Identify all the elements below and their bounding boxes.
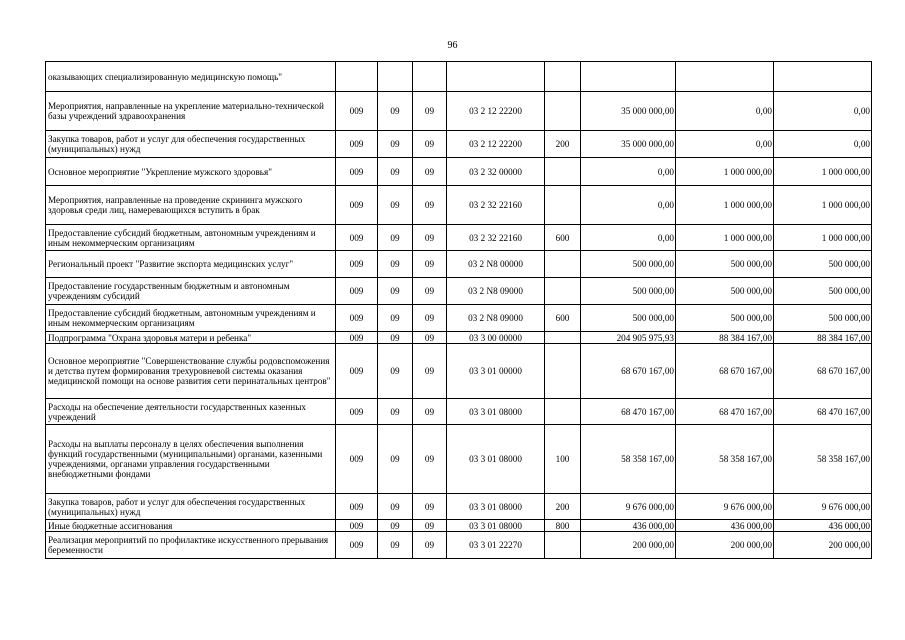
page-number: 96 — [447, 40, 458, 51]
cell-name: Основное мероприятие "Укрепление мужского здоровья" — [46, 158, 336, 186]
cell-subsection: 09 — [413, 494, 447, 520]
cell-sum3: 9 676 000,00 — [774, 494, 872, 520]
cell-sum1: 500 000,00 — [581, 305, 676, 332]
table-row — [46, 305, 872, 332]
cell-target: 03 2 N8 09000 — [447, 278, 545, 305]
cell-sum2: 0,00 — [676, 92, 774, 131]
cell-name: Реализация мероприятий по профилактике искусственного прерывания беременности — [46, 532, 336, 559]
cell-target: 03 2 12 22200 — [447, 92, 545, 131]
cell-target: 03 2 32 22160 — [447, 225, 545, 251]
cell-subsection: 09 — [413, 425, 447, 494]
cell-sum3: 68 470 167,00 — [774, 399, 872, 425]
table-row — [46, 92, 872, 131]
cell-sum2: 500 000,00 — [676, 278, 774, 305]
cell-sum1: 35 000 000,00 — [581, 131, 676, 158]
table-row — [46, 278, 872, 305]
cell-name: Региональный проект "Развитие экспорта медицинских услуг" — [46, 251, 336, 278]
cell-section: 09 — [378, 225, 413, 251]
table-row — [46, 520, 872, 532]
cell-subsection: 09 — [413, 344, 447, 399]
cell-sum3: 1 000 000,00 — [774, 186, 872, 225]
cell-section: 09 — [378, 425, 413, 494]
cell-sum1: 500 000,00 — [581, 251, 676, 278]
cell-target: 03 3 01 08000 — [447, 425, 545, 494]
cell-sum2: 1 000 000,00 — [676, 158, 774, 186]
cell-ministry: 009 — [336, 305, 378, 332]
cell-expense-type: 600 — [545, 225, 581, 251]
cell-section: 09 — [378, 494, 413, 520]
cell-sum2: 58 358 167,00 — [676, 425, 774, 494]
cell-target: 03 2 N8 00000 — [447, 251, 545, 278]
cell-name: Основное мероприятие "Совершенствование службы родовспоможения и детства путем формирования трехуровневой системы оказания медицинской помощи на основе развития сети перинатальных центров" — [46, 344, 336, 399]
cell-subsection: 09 — [413, 225, 447, 251]
cell-target: 03 3 01 08000 — [447, 520, 545, 532]
cell-ministry: 009 — [336, 520, 378, 532]
cell-sum1: 204 905 975,93 — [581, 332, 676, 344]
cell-expense-type: 600 — [545, 305, 581, 332]
cell-section: 09 — [378, 399, 413, 425]
table-row — [46, 332, 872, 344]
cell-sum1: 58 358 167,00 — [581, 425, 676, 494]
cell-ministry — [336, 62, 378, 92]
table-row — [46, 225, 872, 251]
cell-sum1: 9 676 000,00 — [581, 494, 676, 520]
cell-target: 03 2 12 22200 — [447, 131, 545, 158]
table-row — [46, 532, 872, 559]
cell-section: 09 — [378, 251, 413, 278]
cell-ministry: 009 — [336, 278, 378, 305]
cell-name: Расходы на обеспечение деятельности государственных казенных учреждений — [46, 399, 336, 425]
cell-expense-type — [545, 332, 581, 344]
cell-ministry: 009 — [336, 494, 378, 520]
cell-sum1: 436 000,00 — [581, 520, 676, 532]
cell-expense-type — [545, 278, 581, 305]
cell-section: 09 — [378, 344, 413, 399]
cell-expense-type: 100 — [545, 425, 581, 494]
cell-ministry: 009 — [336, 532, 378, 559]
cell-sum3: 0,00 — [774, 92, 872, 131]
cell-sum2: 436 000,00 — [676, 520, 774, 532]
cell-section: 09 — [378, 520, 413, 532]
cell-target: 03 2 32 22160 — [447, 186, 545, 225]
cell-subsection: 09 — [413, 251, 447, 278]
cell-target — [447, 62, 545, 92]
cell-expense-type: 200 — [545, 131, 581, 158]
cell-name: Расходы на выплаты персоналу в целях обеспечения выполнения функций государственными (муниципальными) органами, казенными учреждениями, органами управления государственными внебюджетными фондами — [46, 425, 336, 494]
cell-name: Предоставление государственным бюджетным и автономным учреждениям субсидий — [46, 278, 336, 305]
cell-section — [378, 62, 413, 92]
cell-subsection: 09 — [413, 399, 447, 425]
cell-expense-type — [545, 399, 581, 425]
cell-subsection: 09 — [413, 520, 447, 532]
cell-ministry: 009 — [336, 251, 378, 278]
cell-sum2: 88 384 167,00 — [676, 332, 774, 344]
cell-sum2: 500 000,00 — [676, 251, 774, 278]
cell-sum3: 436 000,00 — [774, 520, 872, 532]
cell-expense-type: 200 — [545, 494, 581, 520]
cell-ministry: 009 — [336, 131, 378, 158]
cell-section: 09 — [378, 186, 413, 225]
cell-expense-type — [545, 186, 581, 225]
cell-subsection: 09 — [413, 305, 447, 332]
cell-section: 09 — [378, 278, 413, 305]
cell-expense-type — [545, 158, 581, 186]
cell-name: Закупка товаров, работ и услуг для обеспечения государственных (муниципальных) нужд — [46, 131, 336, 158]
cell-subsection — [413, 62, 447, 92]
cell-target: 03 2 N8 09000 — [447, 305, 545, 332]
cell-sum3 — [774, 62, 872, 92]
cell-ministry: 009 — [336, 332, 378, 344]
cell-sum1 — [581, 62, 676, 92]
table-row — [46, 251, 872, 278]
cell-sum1: 0,00 — [581, 158, 676, 186]
table-row — [46, 425, 872, 494]
cell-sum2 — [676, 62, 774, 92]
cell-target: 03 3 01 08000 — [447, 494, 545, 520]
cell-ministry: 009 — [336, 92, 378, 131]
cell-subsection: 09 — [413, 332, 447, 344]
cell-sum1: 0,00 — [581, 186, 676, 225]
cell-sum1: 200 000,00 — [581, 532, 676, 559]
cell-ministry: 009 — [336, 225, 378, 251]
cell-expense-type — [545, 251, 581, 278]
table-body — [46, 62, 872, 559]
cell-subsection: 09 — [413, 186, 447, 225]
cell-ministry: 009 — [336, 425, 378, 494]
cell-subsection: 09 — [413, 158, 447, 186]
cell-sum3: 200 000,00 — [774, 532, 872, 559]
cell-sum1: 500 000,00 — [581, 278, 676, 305]
cell-ministry: 009 — [336, 186, 378, 225]
cell-sum1: 35 000 000,00 — [581, 92, 676, 131]
cell-name: оказывающих специализированную медицинскую помощь" — [46, 62, 336, 92]
cell-section: 09 — [378, 131, 413, 158]
table-row — [46, 131, 872, 158]
cell-target: 03 3 00 00000 — [447, 332, 545, 344]
cell-sum3: 68 670 167,00 — [774, 344, 872, 399]
cell-target: 03 2 32 00000 — [447, 158, 545, 186]
cell-sum2: 0,00 — [676, 131, 774, 158]
cell-sum3: 500 000,00 — [774, 305, 872, 332]
cell-ministry: 009 — [336, 399, 378, 425]
table-row — [46, 186, 872, 225]
table-row — [46, 62, 872, 92]
cell-sum2: 68 670 167,00 — [676, 344, 774, 399]
cell-subsection: 09 — [413, 131, 447, 158]
cell-section: 09 — [378, 305, 413, 332]
cell-section: 09 — [378, 332, 413, 344]
cell-sum3: 0,00 — [774, 131, 872, 158]
cell-sum1: 68 670 167,00 — [581, 344, 676, 399]
table-row — [46, 399, 872, 425]
cell-sum3: 58 358 167,00 — [774, 425, 872, 494]
cell-sum2: 200 000,00 — [676, 532, 774, 559]
cell-name: Мероприятия, направленные на проведение скрининга мужского здоровья среди лиц, намеревающихся вступить в брак — [46, 186, 336, 225]
table-row — [46, 158, 872, 186]
cell-sum3: 1 000 000,00 — [774, 158, 872, 186]
cell-section: 09 — [378, 158, 413, 186]
cell-subsection: 09 — [413, 278, 447, 305]
cell-sum2: 1 000 000,00 — [676, 186, 774, 225]
cell-expense-type — [545, 62, 581, 92]
cell-sum3: 1 000 000,00 — [774, 225, 872, 251]
cell-target: 03 3 01 08000 — [447, 399, 545, 425]
cell-sum2: 9 676 000,00 — [676, 494, 774, 520]
cell-subsection: 09 — [413, 532, 447, 559]
cell-name: Мероприятия, направленные на укрепление материально-технической базы учреждений здравоохранения — [46, 92, 336, 131]
cell-expense-type — [545, 344, 581, 399]
cell-ministry: 009 — [336, 344, 378, 399]
cell-sum2: 500 000,00 — [676, 305, 774, 332]
cell-target: 03 3 01 00000 — [447, 344, 545, 399]
cell-name: Подпрограмма "Охрана здоровья матери и ребенка" — [46, 332, 336, 344]
cell-sum1: 0,00 — [581, 225, 676, 251]
budget-table — [45, 61, 872, 559]
cell-sum2: 68 470 167,00 — [676, 399, 774, 425]
cell-name: Предоставление субсидий бюджетным, автономным учреждениям и иным некоммерческим организациям — [46, 225, 336, 251]
cell-expense-type — [545, 532, 581, 559]
cell-sum1: 68 470 167,00 — [581, 399, 676, 425]
cell-expense-type: 800 — [545, 520, 581, 532]
cell-expense-type — [545, 92, 581, 131]
cell-sum3: 88 384 167,00 — [774, 332, 872, 344]
cell-ministry: 009 — [336, 158, 378, 186]
cell-section: 09 — [378, 92, 413, 131]
cell-sum2: 1 000 000,00 — [676, 225, 774, 251]
cell-sum3: 500 000,00 — [774, 278, 872, 305]
cell-sum3: 500 000,00 — [774, 251, 872, 278]
cell-subsection: 09 — [413, 92, 447, 131]
cell-name: Иные бюджетные ассигнования — [46, 520, 336, 532]
cell-name: Предоставление субсидий бюджетным, автономным учреждениям и иным некоммерческим организациям — [46, 305, 336, 332]
cell-section: 09 — [378, 532, 413, 559]
cell-target: 03 3 01 22270 — [447, 532, 545, 559]
table-row — [46, 344, 872, 399]
table-row — [46, 494, 872, 520]
cell-name: Закупка товаров, работ и услуг для обеспечения государственных (муниципальных) нужд — [46, 494, 336, 520]
